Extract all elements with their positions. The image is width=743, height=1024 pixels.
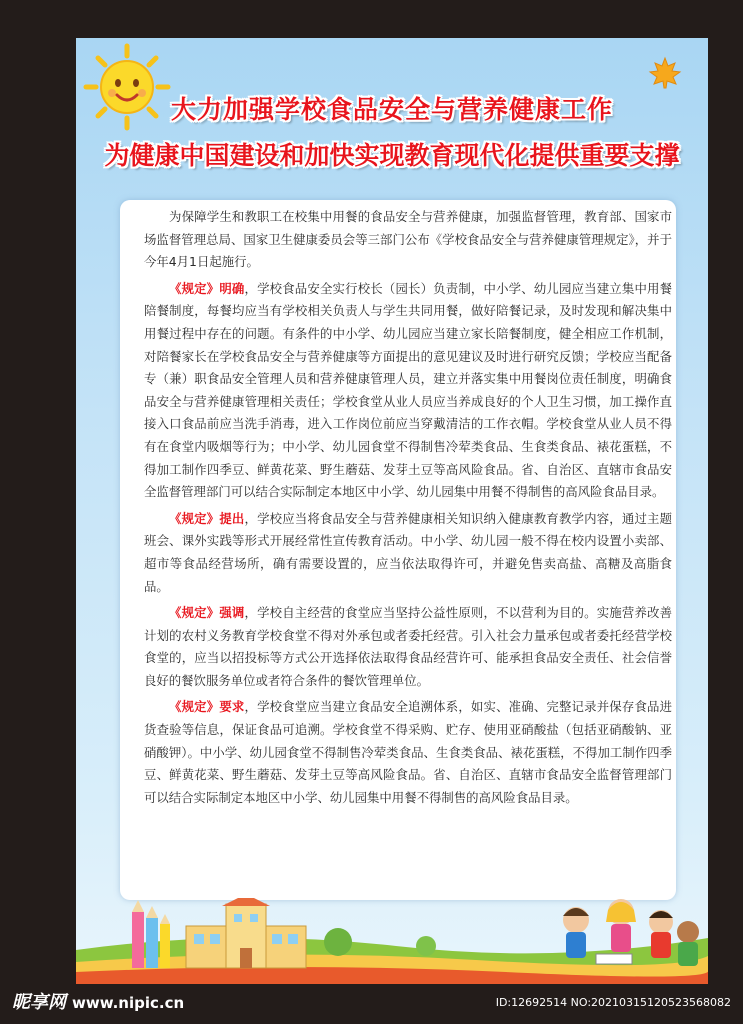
pencil-icon	[132, 900, 170, 968]
section-body: ，学校应当将食品安全与营养健康相关知识纳入健康教育教学内容，通过主题班会、课外实践等形式开展经常性宣传教育活动。中小学、幼儿园一般不得在校内设置小卖部、超市等食品经营场所，确有需要设置的，应当依法取得许可，并避免售卖高盐、高糖及高脂食品。	[144, 510, 673, 594]
section-paragraph	[144, 508, 672, 598]
section-body: ，学校食品安全实行校长（园长）负责制，中小学、幼儿园应当建立集中用餐陪餐制度，每餐均应当有学校相关负责人与学生共同用餐，做好陪餐记录，及时发现和解决集中用餐过程中存在的问题。有条件的中小学、幼儿园应当建立家长陪餐制度，健全相应工作机制，对陪餐家长在学校食品安全与营养健康等方面提出的意见建议及时进行研究反馈；学校应当配备专（兼）职食品安全管理人员和营养健康管理人员，建立并落实集中用餐岗位责任制度，明确食品安全与营养健康管理相关责任；学校食堂从业人员应当养成良好的个人卫生习惯，加工操作直接入口食品前应当洗手消毒，进入工作岗位前应当穿戴清洁的工作衣帽。学校食堂从业人员不得有在食堂内吸烟等行为；中小学、幼儿园食堂不得制售冷荤类食品、生食类食品、裱花蛋糕，不得加工制作四季豆、鲜黄花菜、野生蘑菇、发芽土豆等高风险食品。省、自治区、直辖市食品安全监督管理部门可以结合实际制定本地区中小学、幼儿园集中用餐不得制售的高风险食品目录。	[144, 280, 673, 500]
poster	[76, 38, 708, 984]
intro-paragraph: 为保障学生和教职工在校集中用餐的食品安全与营养健康，加强监督管理，教育部、国家市场监督管理总局、国家卫生健康委员会等三部门公布《学校食品安全与营养健康管理规定》，并于今年4月1日起施行。	[144, 209, 672, 270]
watermark-url: www.nipic.cn	[72, 994, 185, 1012]
title-line-1: 大力加强学校食品安全与营养健康工作	[170, 95, 613, 124]
section-keyword: 《规定》强调	[169, 605, 245, 621]
logo-text: 昵享网	[12, 992, 66, 1013]
watermark-id: ID:12692514 NO:20210315120523568082	[495, 996, 731, 1009]
school-building-icon	[186, 898, 306, 968]
section-keyword: 《规定》提出	[169, 510, 245, 526]
section-paragraph	[144, 696, 672, 809]
children-reading-icon	[563, 899, 699, 966]
title-line-2: 为健康中国建设和加快实现教育现代化提供重要支撑	[104, 141, 680, 170]
watermark-logo	[12, 988, 184, 1014]
ground-illustration	[76, 898, 708, 984]
section-paragraph	[144, 278, 672, 504]
body-text	[144, 206, 672, 813]
section-keyword: 《规定》明确	[169, 280, 245, 296]
section-body: ，学校食堂应当建立食品安全追溯体系，如实、准确、完整记录并保存食品进货查验等信息，保证食品可追溯。学校食堂不得采购、贮存、使用亚硝酸盐（包括亚硝酸钠、亚硝酸钾）。中小学、幼儿园食堂不得制售冷荤类食品、生食类食品、裱花蛋糕，不得加工制作四季豆、鲜黄花菜、野生蘑菇、发芽土豆等高风险食品。省、自治区、直辖市食品安全监督管理部门可以结合实际制定本地区中小学、幼儿园集中用餐不得制售的高风险食品目录。	[144, 699, 673, 805]
section-paragraph	[144, 602, 672, 692]
section-body: ，学校自主经营的食堂应当坚持公益性原则，不以营利为目的。实施营养改善计划的农村义务教育学校食堂不得对外承包或者委托经营。引入社会力量承包或者委托经营学校食堂的，应当以招投标等方式公开选择依法取得食品经营许可、能承担食品安全责任、社会信誉良好的餐饮服务单位或者符合条件的餐饮管理单位。	[144, 605, 673, 688]
maple-leaf-icon	[648, 56, 682, 90]
section-keyword: 《规定》要求	[169, 699, 245, 715]
